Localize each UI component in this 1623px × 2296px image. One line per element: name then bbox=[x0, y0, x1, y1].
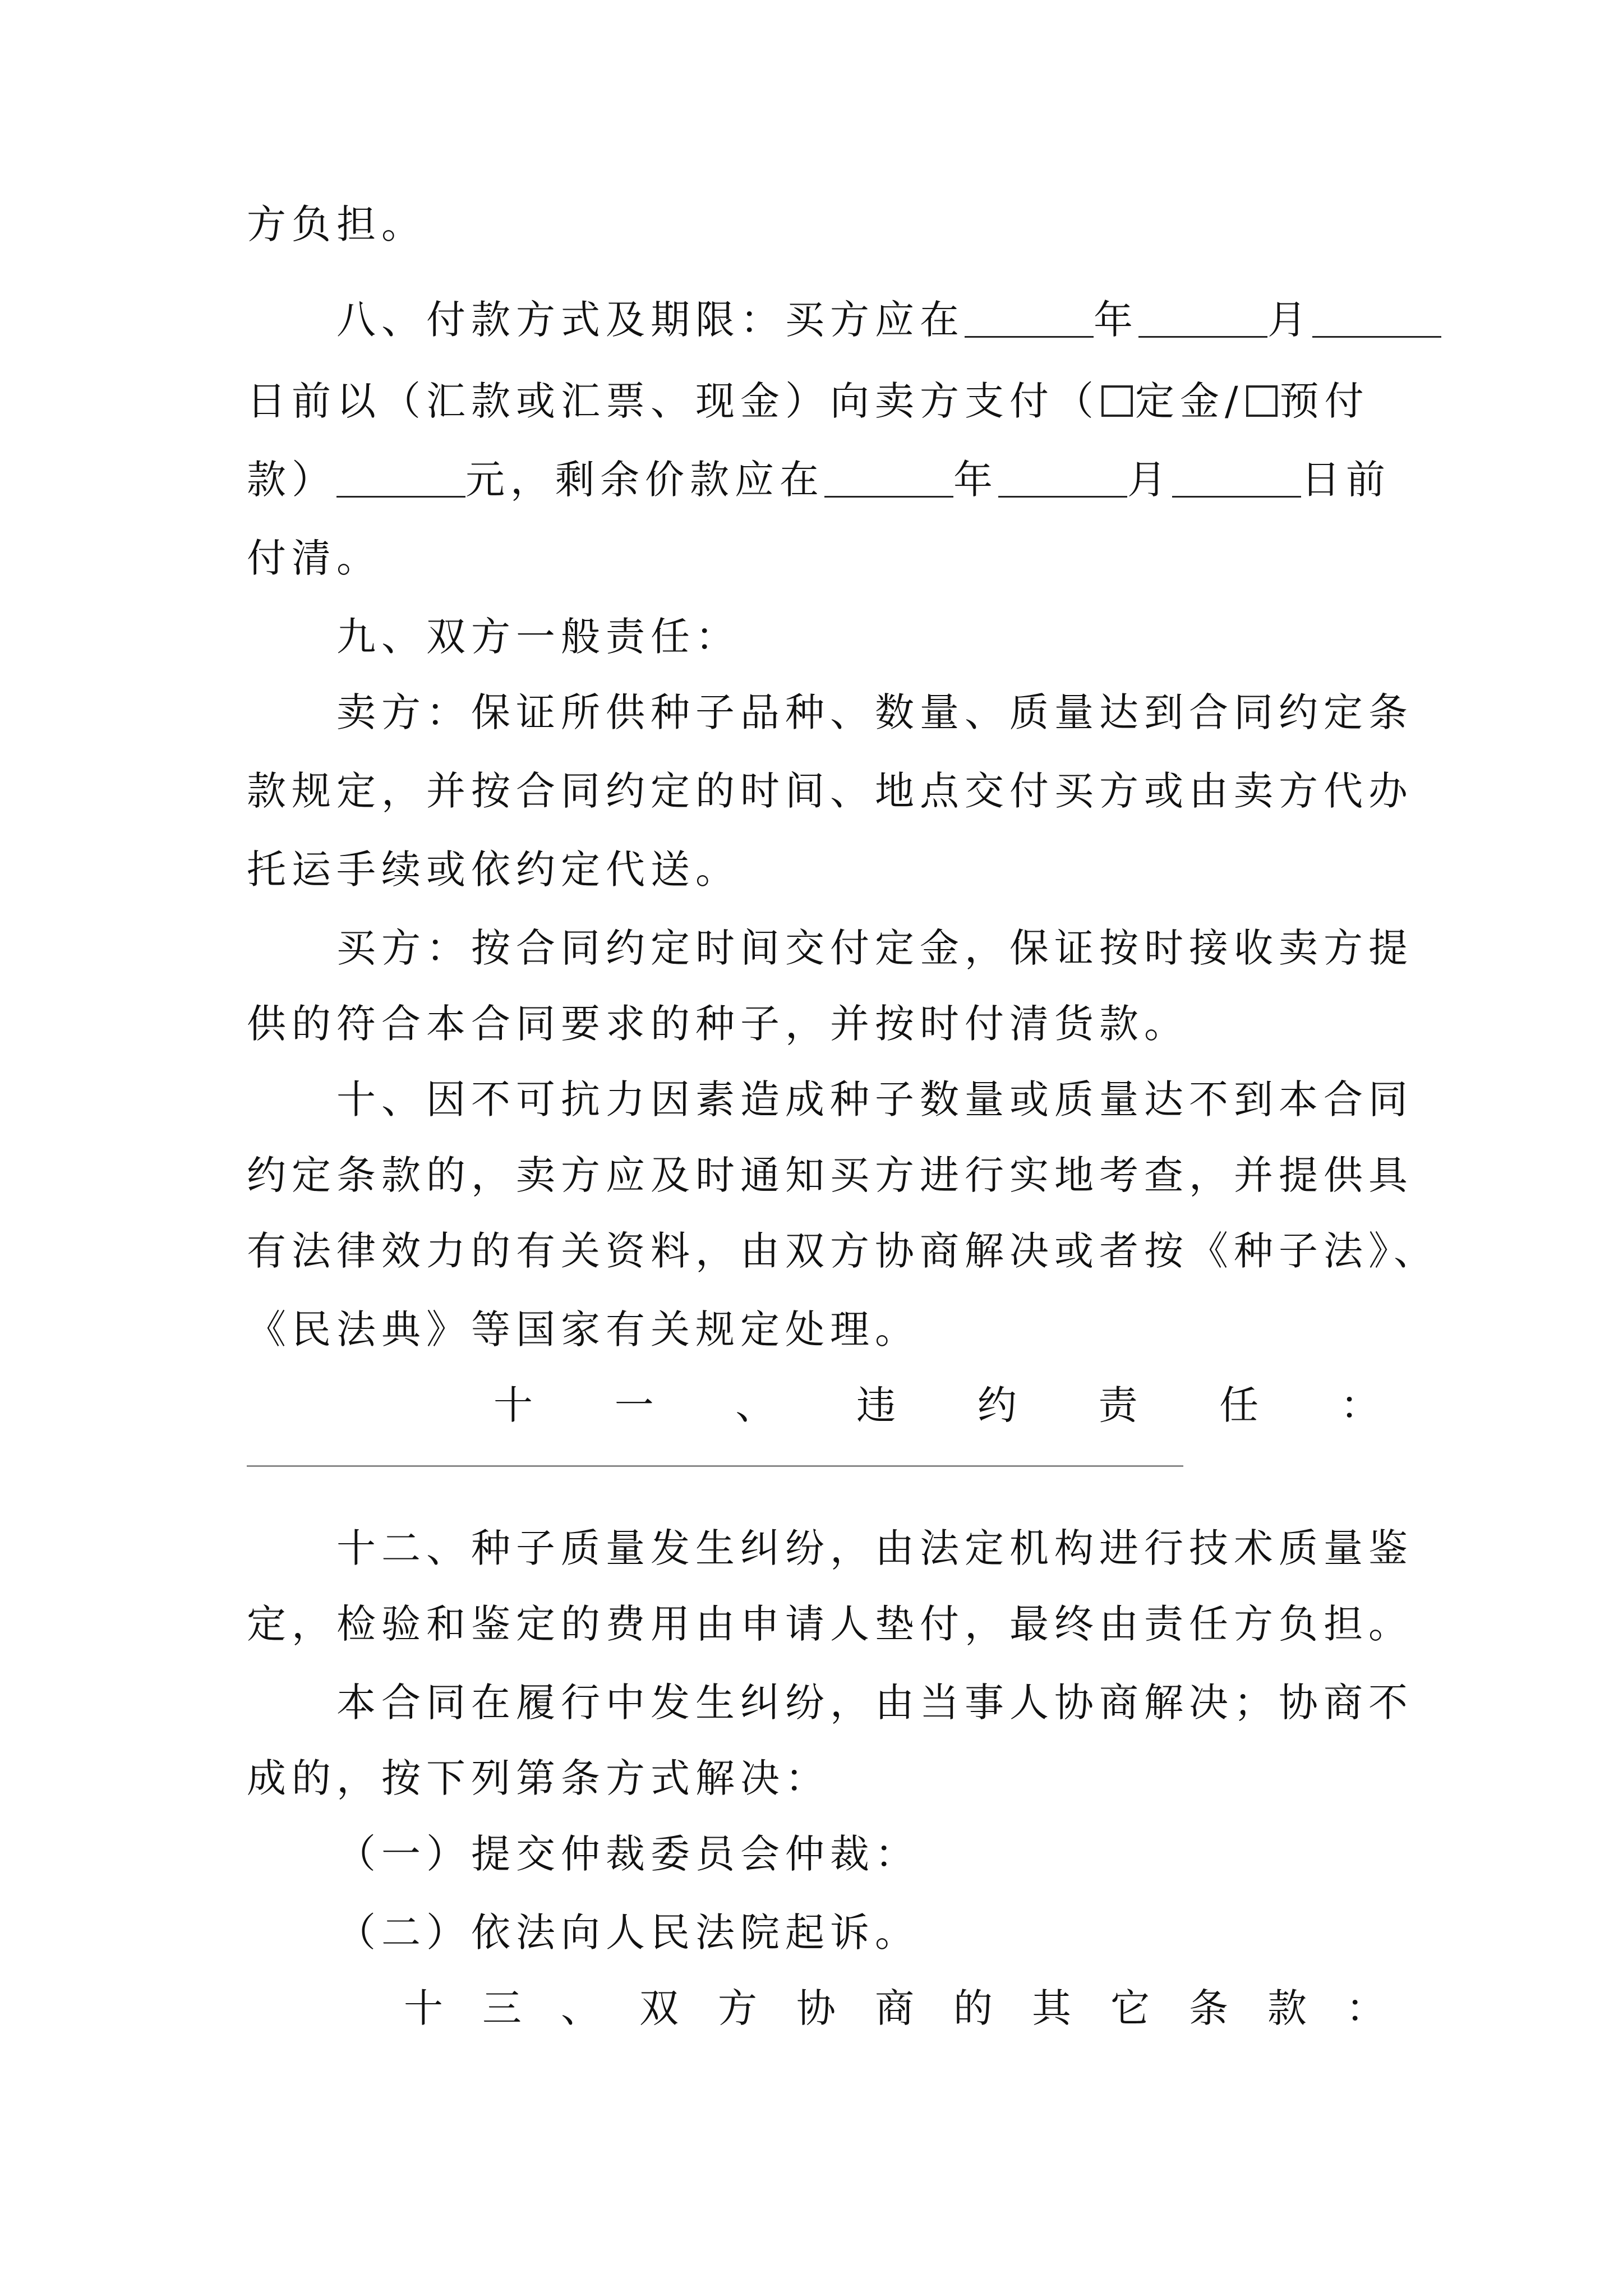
blank-field[interactable] bbox=[1312, 297, 1441, 338]
payment-method-line: 日前以（汇款或汇票、现金）向卖方支付（ 定金/ 预付 bbox=[247, 378, 1370, 424]
section-heading-other-terms: 十 三 、 双 方 协 商 的 其 它 条 款 ： bbox=[404, 1985, 1385, 2031]
text-line: 成的，按下列第条方式解决： bbox=[247, 1755, 830, 1801]
prepayment-checkbox[interactable] bbox=[1246, 385, 1278, 417]
blank-field[interactable] bbox=[1172, 457, 1301, 498]
text-line: 卖方：保证所供种子品种、数量、质量达到合同约定条 bbox=[336, 689, 1413, 735]
text-line: 十、因不可抗力因素造成种子数量或质量达不到本合同 bbox=[336, 1076, 1413, 1122]
text-line: 供的符合本合同要求的种子，并按时付清货款。 bbox=[247, 1001, 1189, 1047]
text-line: （二）依法向人民法院起诉。 bbox=[336, 1910, 920, 1955]
deposit-checkbox[interactable] bbox=[1101, 385, 1133, 417]
text-line: 方负担。 bbox=[247, 201, 426, 247]
section-heading-breach: 十 一 、 违 约 责 任 ： bbox=[494, 1382, 1380, 1428]
text-line: 付清。 bbox=[247, 535, 381, 581]
payment-terms-line: 八、付款方式及期限：买方应在 年 月 bbox=[336, 292, 1385, 348]
text-line: 《民法典》等国家有关规定处理。 bbox=[247, 1306, 920, 1352]
text-line: 买方：按合同约定时间交付定金，保证按时接收卖方提 bbox=[336, 925, 1413, 971]
blank-field[interactable] bbox=[965, 297, 1094, 338]
payment-amount-line: 款） 元，剩余价款应在 年 月 日前 bbox=[247, 457, 1391, 503]
text-line: 有法律效力的有关资料，由双方协商解决或者按《种子法》、 bbox=[247, 1228, 1438, 1274]
text-line: 款规定，并按合同约定的时间、地点交付买方或由卖方代办 bbox=[247, 768, 1413, 814]
section-heading: 九、双方一般责任： bbox=[336, 614, 740, 660]
text-line: 本合同在履行中发生纠纷，由当事人协商解决；协商不 bbox=[336, 1680, 1413, 1726]
blank-field[interactable] bbox=[824, 457, 953, 498]
blank-field[interactable] bbox=[336, 457, 465, 498]
text-line: 定，检验和鉴定的费用由申请人垫付，最终由责任方负担。 bbox=[247, 1601, 1413, 1647]
fill-in-line[interactable] bbox=[247, 1465, 1183, 1467]
blank-field[interactable] bbox=[1138, 297, 1267, 338]
text-line: 托运手续或依约定代送。 bbox=[247, 846, 740, 892]
text-line: （一）提交仲裁委员会仲裁： bbox=[336, 1831, 920, 1877]
text-line: 十二、种子质量发生纠纷，由法定机构进行技术质量鉴 bbox=[336, 1525, 1413, 1571]
blank-field[interactable] bbox=[998, 457, 1127, 498]
text-line: 约定条款的，卖方应及时通知买方进行实地考查，并提供具 bbox=[247, 1152, 1413, 1198]
